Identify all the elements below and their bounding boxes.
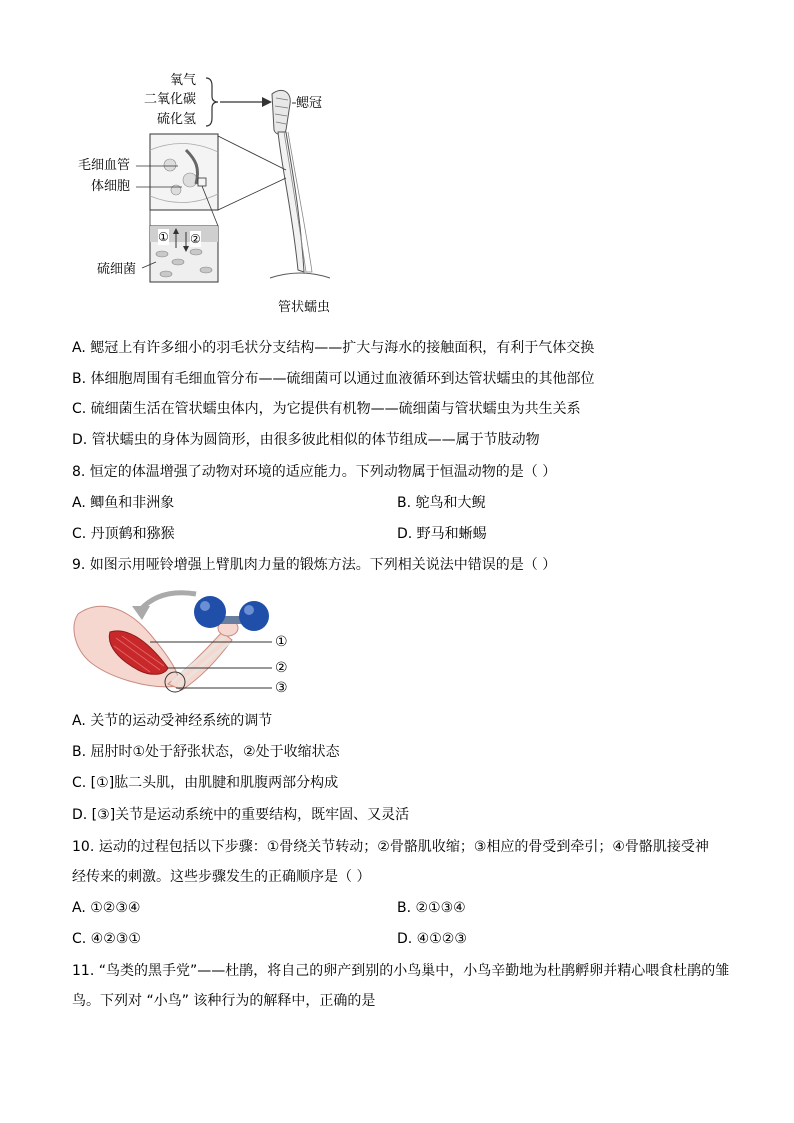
arm-label-2: ② xyxy=(275,660,288,676)
q9-option-d: D. [③]关节是运动系统中的重要结构，既牢固、又灵活 xyxy=(72,807,410,823)
marker-1: ① xyxy=(158,230,169,244)
capillary-label: 毛细血管 xyxy=(78,158,131,173)
q8-option-c: C. 丹顶鹤和猕猴 xyxy=(72,526,175,542)
q9-option-a: A. 关节的运动受神经系统的调节 xyxy=(72,713,273,729)
q11-stem-line1: 11. “鸟类的黑手党”——杜鹃，将自己的卵产到别的小鸟巢中，小鸟辛勤地为杜鹃孵卵并精心喂食杜鹃的雏 xyxy=(72,963,730,979)
q10-stem-line1: 10. 运动的过程包括以下步骤：①骨绕关节转动；②骨骼肌收缩；③相应的骨受到牵引；④骨骼肌接受神 xyxy=(72,839,709,855)
q7-option-c: C. 硫细菌生活在管状蠕虫体内，为它提供有机物——硫细菌与管状蠕虫为共生关系 xyxy=(72,401,581,417)
arm-drawing xyxy=(0,586,794,706)
q7-option-d: D. 管状蠕虫的身体为圆筒形，由很多彼此相似的体节组成——属于节肢动物 xyxy=(72,432,540,448)
q8-option-b: B. 鸵鸟和大鲵 xyxy=(397,495,486,511)
arm-label-3: ③ xyxy=(275,680,288,696)
bacteria-label: 硫细菌 xyxy=(97,262,137,277)
q9-option-b: B. 屈肘时①处于舒张状态，②处于收缩状态 xyxy=(72,744,340,760)
gas-label-oxygen: 氧气 xyxy=(170,73,197,88)
q10-option-d: D. ④①②③ xyxy=(397,931,467,947)
body-cell-label: 体细胞 xyxy=(91,179,131,194)
gill-label: 鳃冠 xyxy=(296,96,323,111)
q8-stem: 8. 恒定的体温增强了动物对环境的适应能力。下列动物属于恒温动物的是（ ） xyxy=(72,464,557,480)
gas-label-h2s: 硫化氢 xyxy=(157,112,197,127)
q10-option-c: C. ④②③① xyxy=(72,931,141,947)
q8-option-d: D. 野马和蜥蜴 xyxy=(397,526,487,542)
tube-worm-drawing xyxy=(0,0,794,320)
q9-stem: 9. 如图示用哑铃增强上臂肌肉力量的锻炼方法。下列相关说法中错误的是（ ） xyxy=(72,557,557,573)
q10-option-a: A. ①②③④ xyxy=(72,900,141,916)
arm-label-1: ① xyxy=(275,634,288,650)
marker-2: ② xyxy=(190,232,201,246)
q7-option-a: A. 鳃冠上有许多细小的羽毛状分支结构——扩大与海水的接触面积，有利于气体交换 xyxy=(72,340,595,356)
q11-stem-line2: 鸟。下列对 “小鸟” 该种行为的解释中，正确的是 xyxy=(72,993,376,1009)
q8-option-a: A. 鲫鱼和非洲象 xyxy=(72,495,175,511)
q9-option-c: C. [①]肱二头肌，由肌腱和肌腹两部分构成 xyxy=(72,775,339,791)
figure-caption: 管状蠕虫 xyxy=(278,300,331,315)
q10-stem-line2: 经传来的刺激。这些步骤发生的正确顺序是（ ） xyxy=(72,869,371,885)
q10-option-b: B. ②①③④ xyxy=(397,900,466,916)
gas-label-co2: 二氧化碳 xyxy=(144,92,197,107)
q7-option-b: B. 体细胞周围有毛细血管分布——硫细菌可以通过血液循环到达管状蠕虫的其他部位 xyxy=(72,371,595,387)
